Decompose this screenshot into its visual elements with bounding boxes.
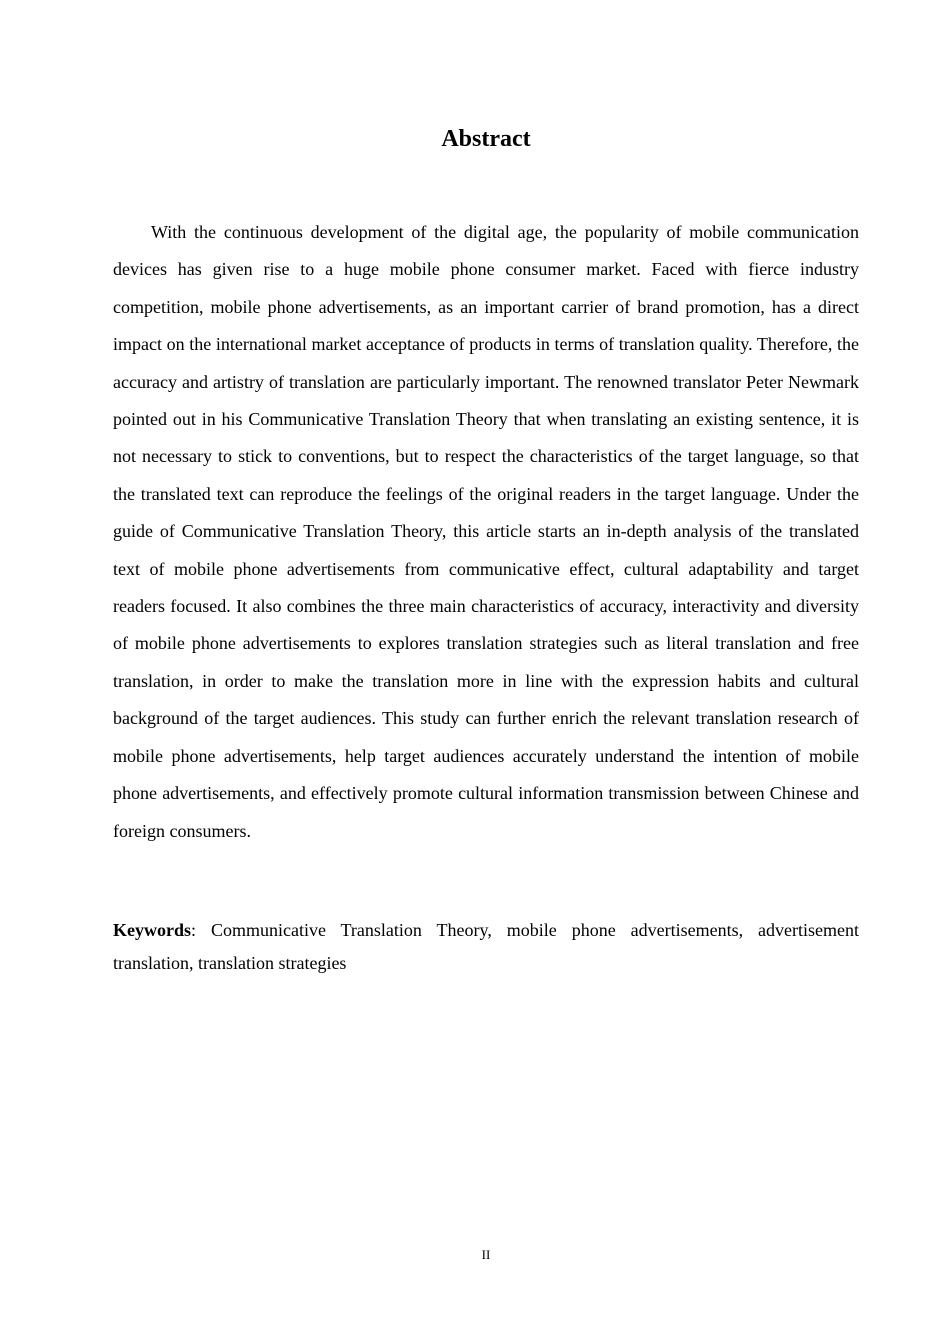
keywords-label: Keywords	[113, 920, 191, 940]
page-title: Abstract	[441, 126, 531, 152]
abstract-paragraph: With the continuous development of the digital age, the popularity of mobile communication devices has given rise to a huge mobile phone consumer market. Faced with fierce industry competition, mobile phone advertisements, as an important carrier of brand promotion, has a direct impact on the international market acceptance of products in terms of translation quality. Therefore, the accuracy and artistry of translation are particularly important. The renowned translator Peter Newmark pointed out in his Communicative Translation Theory that when translating an existing sentence, it is not necessary to stick to conventions, but to respect the characteristics of the target language, so that the translated text can reproduce the feelings of the original readers in the target language. Under the guide of Communicative Translation Theory, this article starts an in-depth analysis of the translated text of mobile phone advertisements from communicative effect, cultural adaptability and target readers focused. It also combines the three main characteristics of accuracy, interactivity and diversity of mobile phone advertisements to explores translation strategies such as literal translation and free translation, in order to make the translation more in line with the expression habits and cultural background of the target audiences. This study can further enrich the relevant translation research of mobile phone advertisements, help target audiences accurately understand the intention of mobile phone advertisements, and effectively promote cultural information transmission between Chinese and foreign consumers.	[113, 222, 859, 841]
keywords-paragraph	[113, 914, 859, 980]
keywords-text: Communicative Translation Theory, mobile phone advertisements, advertisement translation, translation strategies	[113, 920, 859, 973]
keywords-separator: :	[191, 920, 211, 940]
page-number: II	[481, 1247, 491, 1262]
